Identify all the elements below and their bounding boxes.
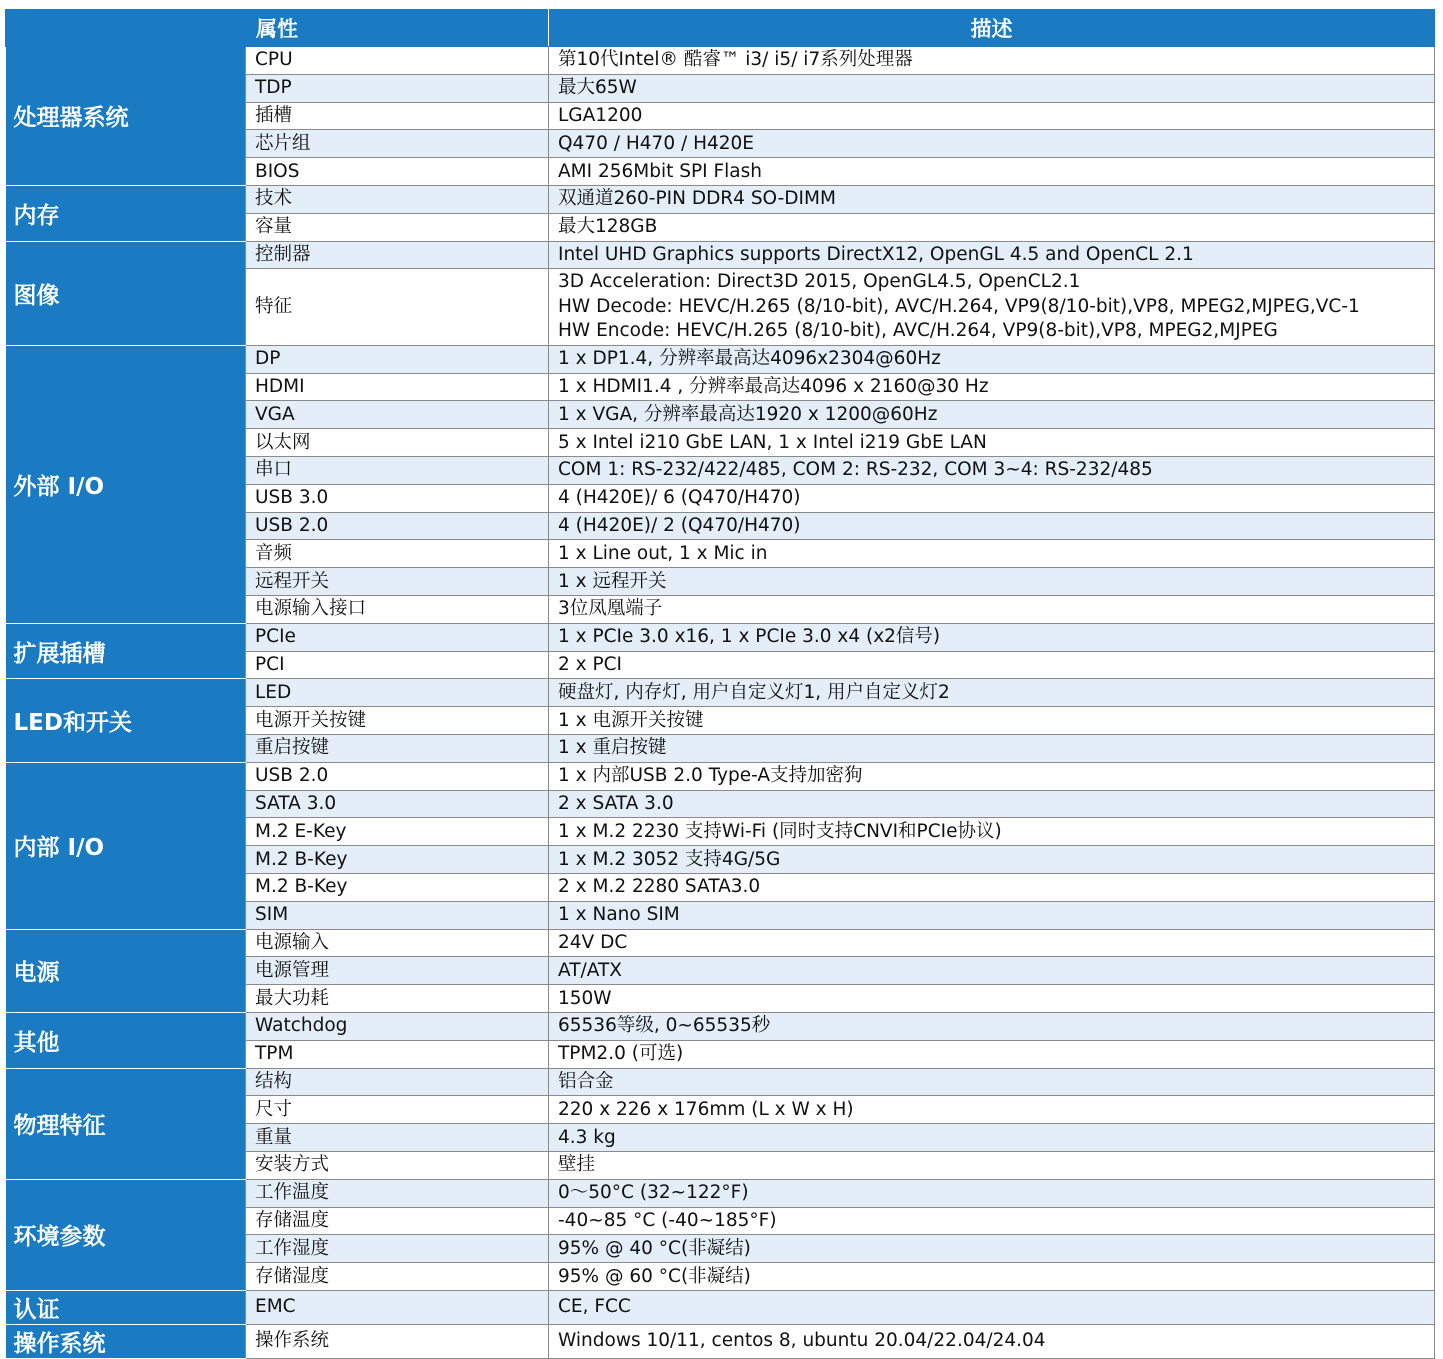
- group-label: 电源: [6, 929, 246, 1012]
- table-row: [6, 241, 1435, 269]
- attribute-cell: SATA 3.0: [246, 790, 549, 818]
- attribute-cell: PCI: [246, 651, 549, 679]
- attribute-cell: EMC: [246, 1290, 549, 1324]
- attribute-cell: 插槽: [246, 102, 549, 130]
- description-cell: 1 x M.2 2230 支持Wi-Fi (同时支持CNVI和PCIe协议): [549, 818, 1435, 846]
- attribute-cell: HDMI: [246, 373, 549, 401]
- description-cell: Intel UHD Graphics supports DirectX12, OpenGL 4.5 and OpenCL 2.1: [549, 241, 1435, 269]
- description-cell: 4 (H420E)/ 2 (Q470/H470): [549, 512, 1435, 540]
- group-label: 处理器系统: [6, 47, 246, 186]
- attribute-cell: PCIe: [246, 623, 549, 651]
- description-cell: 最大128GB: [549, 213, 1435, 241]
- attribute-cell: 存储湿度: [246, 1263, 549, 1291]
- table-row: [6, 1068, 1435, 1096]
- table-row: [6, 47, 1435, 75]
- group-label: LED和开关: [6, 679, 246, 762]
- description-cell: -40~85 °C (-40~185°F): [549, 1207, 1435, 1235]
- table-row: [6, 1179, 1435, 1207]
- description-cell: 2 x M.2 2280 SATA3.0: [549, 874, 1435, 902]
- attribute-cell: 音频: [246, 540, 549, 568]
- description-cell: 硬盘灯, 内存灯, 用户自定义灯1, 用户自定义灯2: [549, 679, 1435, 707]
- description-cell: 2 x SATA 3.0: [549, 790, 1435, 818]
- description-cell: 1 x M.2 3052 支持4G/5G: [549, 846, 1435, 874]
- description-cell: 1 x DP1.4, 分辨率最高达4096x2304@60Hz: [549, 345, 1435, 373]
- attribute-cell: BIOS: [246, 158, 549, 186]
- description-cell: Windows 10/11, centos 8, ubuntu 20.04/22.04/24.04: [549, 1324, 1435, 1358]
- description-cell: 4 (H420E)/ 6 (Q470/H470): [549, 484, 1435, 512]
- spec-sheet: [5, 9, 1434, 1359]
- description-cell: COM 1: RS-232/422/485, COM 2: RS-232, COM 3~4: RS-232/485: [549, 457, 1435, 485]
- attribute-cell: TDP: [246, 74, 549, 102]
- attribute-cell: 操作系统: [246, 1324, 549, 1358]
- attribute-cell: USB 2.0: [246, 512, 549, 540]
- table-row: [6, 623, 1435, 651]
- attribute-cell: 工作温度: [246, 1179, 549, 1207]
- attribute-cell: M.2 B-Key: [246, 874, 549, 902]
- attribute-cell: LED: [246, 679, 549, 707]
- description-cell: 双通道260-PIN DDR4 SO-DIMM: [549, 185, 1435, 213]
- attribute-cell: 电源输入接口: [246, 596, 549, 624]
- table-row: [6, 1290, 1435, 1324]
- attribute-cell: SIM: [246, 901, 549, 929]
- table-row: [6, 185, 1435, 213]
- header-description: 描述: [549, 10, 1435, 47]
- description-cell: AMI 256Mbit SPI Flash: [549, 158, 1435, 186]
- group-label: 扩展插槽: [6, 623, 246, 679]
- table-row: [6, 345, 1435, 373]
- description-cell: 壁挂: [549, 1151, 1435, 1179]
- attribute-cell: 远程开关: [246, 568, 549, 596]
- description-cell: 1 x 内部USB 2.0 Type-A支持加密狗: [549, 762, 1435, 790]
- description-cell: 铝合金: [549, 1068, 1435, 1096]
- attribute-cell: 控制器: [246, 241, 549, 269]
- description-cell: 3位凤凰端子: [549, 596, 1435, 624]
- group-label: 操作系统: [6, 1324, 246, 1358]
- description-cell: 65536等级, 0~65535秒: [549, 1013, 1435, 1041]
- table-row: [6, 929, 1435, 957]
- group-label: 图像: [6, 241, 246, 345]
- description-cell: 1 x Nano SIM: [549, 901, 1435, 929]
- description-cell: 0～50°C (32~122°F): [549, 1179, 1435, 1207]
- description-cell: 最大65W: [549, 74, 1435, 102]
- attribute-cell: 电源管理: [246, 957, 549, 985]
- description-cell: 220 x 226 x 176mm (L x W x H): [549, 1096, 1435, 1124]
- attribute-cell: 电源开关按键: [246, 707, 549, 735]
- attribute-cell: 尺寸: [246, 1096, 549, 1124]
- attribute-cell: M.2 E-Key: [246, 818, 549, 846]
- attribute-cell: 串口: [246, 457, 549, 485]
- attribute-cell: 工作湿度: [246, 1235, 549, 1263]
- attribute-cell: CPU: [246, 47, 549, 75]
- header-attribute: 属性: [6, 10, 549, 47]
- description-cell: 95% @ 40 °C(非凝结): [549, 1235, 1435, 1263]
- attribute-cell: 安装方式: [246, 1151, 549, 1179]
- table-row: [6, 679, 1435, 707]
- description-cell: 1 x PCIe 3.0 x16, 1 x PCIe 3.0 x4 (x2信号): [549, 623, 1435, 651]
- table-row: [6, 1324, 1435, 1358]
- attribute-cell: 芯片组: [246, 130, 549, 158]
- group-label: 环境参数: [6, 1179, 246, 1290]
- description-cell: 1 x HDMI1.4 , 分辨率最高达4096 x 2160@30 Hz: [549, 373, 1435, 401]
- description-cell: 150W: [549, 985, 1435, 1013]
- attribute-cell: 技术: [246, 185, 549, 213]
- description-cell: 3D Acceleration: Direct3D 2015, OpenGL4.5, OpenCL2.1 HW Decode: HEVC/H.265 (8/10-bit), AVC/H.264, VP9(8/10-bit),VP8, MPEG2,MJPEG,VC-1 HW Encode: HEVC/H.265 (8/10-bit), AVC/H.264, VP9(8-bit),VP8, MPEG2,MJPEG: [549, 269, 1435, 346]
- attribute-cell: USB 2.0: [246, 762, 549, 790]
- description-cell: Q470 / H470 / H420E: [549, 130, 1435, 158]
- group-label: 认证: [6, 1290, 246, 1324]
- group-label: 外部 I/O: [6, 345, 246, 623]
- description-cell: LGA1200: [549, 102, 1435, 130]
- attribute-cell: 重量: [246, 1124, 549, 1152]
- attribute-cell: 特征: [246, 269, 549, 346]
- description-cell: 1 x 重启按键: [549, 735, 1435, 763]
- description-cell: 1 x VGA, 分辨率最高达1920 x 1200@60Hz: [549, 401, 1435, 429]
- description-cell: 1 x 远程开关: [549, 568, 1435, 596]
- attribute-cell: 容量: [246, 213, 549, 241]
- attribute-cell: Watchdog: [246, 1013, 549, 1041]
- attribute-cell: USB 3.0: [246, 484, 549, 512]
- group-label: 其他: [6, 1013, 246, 1069]
- description-cell: 95% @ 60 °C(非凝结): [549, 1263, 1435, 1291]
- attribute-cell: 重启按键: [246, 735, 549, 763]
- description-cell: 1 x Line out, 1 x Mic in: [549, 540, 1435, 568]
- attribute-cell: 最大功耗: [246, 985, 549, 1013]
- attribute-cell: 电源输入: [246, 929, 549, 957]
- description-cell: 第10代Intel® 酷睿™ i3/ i5/ i7系列处理器: [549, 47, 1435, 75]
- description-cell: 2 x PCI: [549, 651, 1435, 679]
- description-cell: 4.3 kg: [549, 1124, 1435, 1152]
- description-cell: 1 x 电源开关按键: [549, 707, 1435, 735]
- group-label: 内部 I/O: [6, 762, 246, 929]
- spec-table: [5, 9, 1435, 1359]
- table-row: [6, 762, 1435, 790]
- attribute-cell: VGA: [246, 401, 549, 429]
- attribute-cell: 以太网: [246, 429, 549, 457]
- attribute-cell: M.2 B-Key: [246, 846, 549, 874]
- table-body: [6, 47, 1435, 1359]
- description-cell: CE, FCC: [549, 1290, 1435, 1324]
- attribute-cell: TPM: [246, 1040, 549, 1068]
- attribute-cell: 结构: [246, 1068, 549, 1096]
- table-header-row: [6, 10, 1435, 47]
- description-cell: TPM2.0 (可选): [549, 1040, 1435, 1068]
- group-label: 内存: [6, 185, 246, 241]
- description-cell: 24V DC: [549, 929, 1435, 957]
- attribute-cell: 存储温度: [246, 1207, 549, 1235]
- description-cell: AT/ATX: [549, 957, 1435, 985]
- attribute-cell: DP: [246, 345, 549, 373]
- table-row: [6, 1013, 1435, 1041]
- description-cell: 5 x Intel i210 GbE LAN, 1 x Intel i219 GbE LAN: [549, 429, 1435, 457]
- group-label: 物理特征: [6, 1068, 246, 1179]
